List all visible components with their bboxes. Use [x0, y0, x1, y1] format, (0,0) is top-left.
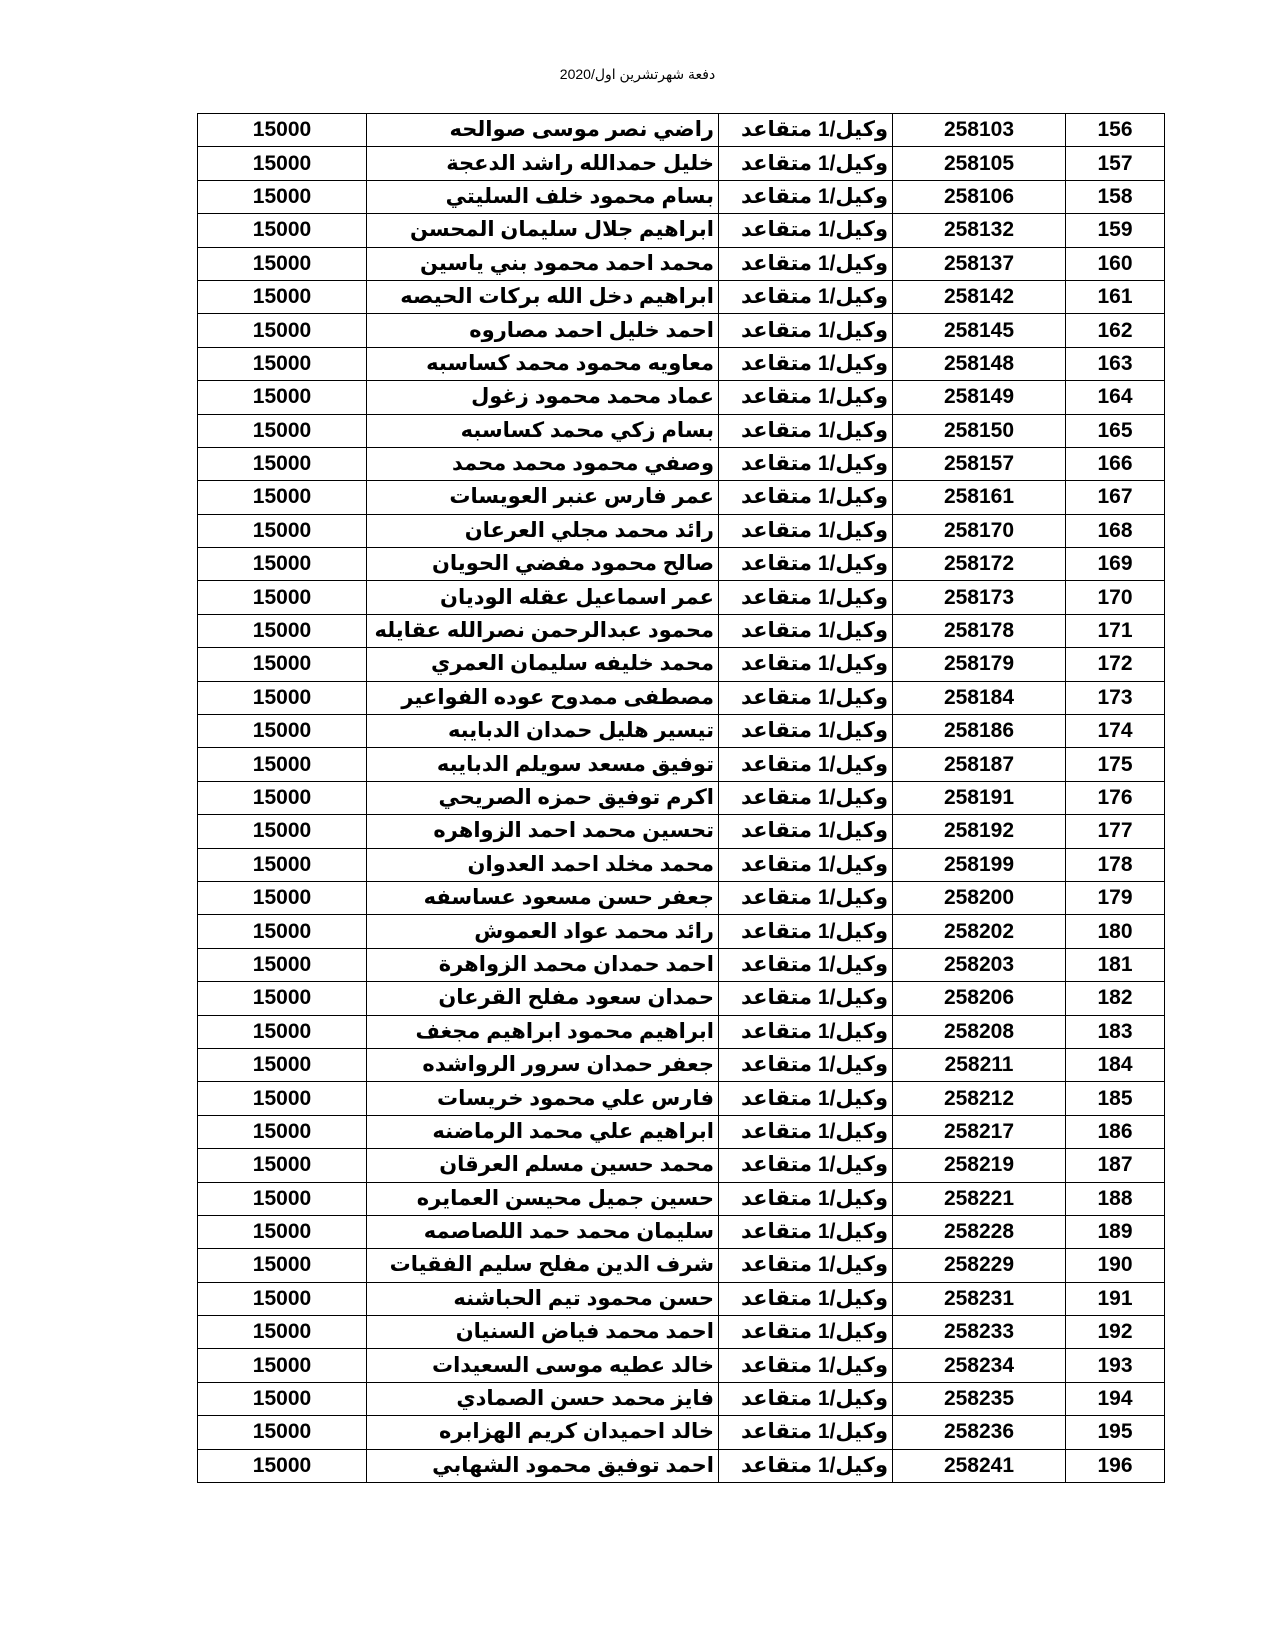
table-row: [198, 1449, 1165, 1482]
table-row: [198, 1082, 1165, 1115]
serial-cell: 175: [1066, 748, 1165, 781]
serial-cell: 188: [1066, 1182, 1165, 1215]
table-row: [198, 447, 1165, 480]
id-cell: 258208: [893, 1015, 1066, 1048]
amount-cell: 15000: [198, 1316, 367, 1349]
table-row: [198, 982, 1165, 1015]
serial-cell: 161: [1066, 280, 1165, 313]
name-cell: ابراهيم جلال سليمان المحسن: [367, 214, 719, 247]
name-cell: ابراهيم محمود ابراهيم مجغف: [367, 1015, 719, 1048]
rank-cell: وكيل/1 متقاعد: [719, 1416, 893, 1449]
amount-cell: 15000: [198, 214, 367, 247]
amount-cell: 15000: [198, 1282, 367, 1315]
rank-cell: وكيل/1 متقاعد: [719, 1048, 893, 1081]
table-row: [198, 280, 1165, 313]
serial-cell: 159: [1066, 214, 1165, 247]
rank-cell: وكيل/1 متقاعد: [719, 681, 893, 714]
serial-cell: 157: [1066, 147, 1165, 180]
rank-cell: وكيل/1 متقاعد: [719, 514, 893, 547]
name-cell: حمدان سعود مفلح القرعان: [367, 982, 719, 1015]
rank-cell: وكيل/1 متقاعد: [719, 447, 893, 480]
name-cell: شرف الدين مفلح سليم الفقيات: [367, 1249, 719, 1282]
serial-cell: 165: [1066, 414, 1165, 447]
serial-cell: 195: [1066, 1416, 1165, 1449]
id-cell: 258103: [893, 114, 1066, 147]
serial-cell: 169: [1066, 548, 1165, 581]
id-cell: 258106: [893, 180, 1066, 213]
table-row: [198, 548, 1165, 581]
amount-cell: 15000: [198, 114, 367, 147]
amount-cell: 15000: [198, 881, 367, 914]
id-cell: 258173: [893, 581, 1066, 614]
amount-cell: 15000: [198, 581, 367, 614]
rank-cell: وكيل/1 متقاعد: [719, 1449, 893, 1482]
rank-cell: وكيل/1 متقاعد: [719, 948, 893, 981]
name-cell: راضي نصر موسى صوالحه: [367, 114, 719, 147]
page-title: دفعة شهرتشرين اول/2020: [559, 66, 716, 82]
amount-cell: 15000: [198, 1215, 367, 1248]
id-cell: 258228: [893, 1215, 1066, 1248]
id-cell: 258187: [893, 748, 1066, 781]
table-row: [198, 414, 1165, 447]
id-cell: 258217: [893, 1115, 1066, 1148]
name-cell: بسام زكي محمد كساسبه: [367, 414, 719, 447]
serial-cell: 184: [1066, 1048, 1165, 1081]
serial-cell: 196: [1066, 1449, 1165, 1482]
table-row: [198, 715, 1165, 748]
table-row: [198, 114, 1165, 147]
rank-cell: وكيل/1 متقاعد: [719, 1082, 893, 1115]
amount-cell: 15000: [198, 1416, 367, 1449]
amount-cell: 15000: [198, 414, 367, 447]
table-row: [198, 514, 1165, 547]
rank-cell: وكيل/1 متقاعد: [719, 381, 893, 414]
payment-table: [197, 113, 1165, 1483]
table-row: [198, 781, 1165, 814]
rank-cell: وكيل/1 متقاعد: [719, 848, 893, 881]
id-cell: 258178: [893, 614, 1066, 647]
serial-cell: 194: [1066, 1382, 1165, 1415]
amount-cell: 15000: [198, 180, 367, 213]
rank-cell: وكيل/1 متقاعد: [719, 881, 893, 914]
table-row: [198, 681, 1165, 714]
serial-cell: 191: [1066, 1282, 1165, 1315]
amount-cell: 15000: [198, 681, 367, 714]
serial-cell: 192: [1066, 1316, 1165, 1349]
amount-cell: 15000: [198, 982, 367, 1015]
rank-cell: وكيل/1 متقاعد: [719, 715, 893, 748]
serial-cell: 163: [1066, 347, 1165, 380]
amount-cell: 15000: [198, 1115, 367, 1148]
id-cell: 258211: [893, 1048, 1066, 1081]
rank-cell: وكيل/1 متقاعد: [719, 414, 893, 447]
rank-cell: وكيل/1 متقاعد: [719, 1015, 893, 1048]
table-row: [198, 1048, 1165, 1081]
table-row: [198, 1015, 1165, 1048]
table-row: [198, 1182, 1165, 1215]
rank-cell: وكيل/1 متقاعد: [719, 180, 893, 213]
id-cell: 258172: [893, 548, 1066, 581]
name-cell: عمر فارس عنبر العويسات: [367, 481, 719, 514]
rank-cell: وكيل/1 متقاعد: [719, 114, 893, 147]
amount-cell: 15000: [198, 1349, 367, 1382]
amount-cell: 15000: [198, 548, 367, 581]
rank-cell: وكيل/1 متقاعد: [719, 581, 893, 614]
id-cell: 258235: [893, 1382, 1066, 1415]
serial-cell: 189: [1066, 1215, 1165, 1248]
id-cell: 258206: [893, 982, 1066, 1015]
id-cell: 258137: [893, 247, 1066, 280]
serial-cell: 180: [1066, 915, 1165, 948]
rank-cell: وكيل/1 متقاعد: [719, 982, 893, 1015]
table-row: [198, 1349, 1165, 1382]
id-cell: 258148: [893, 347, 1066, 380]
name-cell: رائد محمد مجلي العرعان: [367, 514, 719, 547]
id-cell: 258233: [893, 1316, 1066, 1349]
rank-cell: وكيل/1 متقاعد: [719, 214, 893, 247]
name-cell: جعفر حمدان سرور الرواشده: [367, 1048, 719, 1081]
name-cell: سليمان محمد حمد اللصاصمه: [367, 1215, 719, 1248]
serial-cell: 167: [1066, 481, 1165, 514]
table-row: [198, 748, 1165, 781]
name-cell: عماد محمد محمود زغول: [367, 381, 719, 414]
serial-cell: 183: [1066, 1015, 1165, 1048]
name-cell: محمد حسين مسلم العرقان: [367, 1149, 719, 1182]
id-cell: 258149: [893, 381, 1066, 414]
name-cell: توفيق مسعد سويلم الدبايبه: [367, 748, 719, 781]
amount-cell: 15000: [198, 247, 367, 280]
amount-cell: 15000: [198, 848, 367, 881]
name-cell: احمد خليل احمد مصاروه: [367, 314, 719, 347]
rank-cell: وكيل/1 متقاعد: [719, 748, 893, 781]
id-cell: 258231: [893, 1282, 1066, 1315]
table-row: [198, 648, 1165, 681]
amount-cell: 15000: [198, 314, 367, 347]
rank-cell: وكيل/1 متقاعد: [719, 614, 893, 647]
amount-cell: 15000: [198, 748, 367, 781]
rank-cell: وكيل/1 متقاعد: [719, 648, 893, 681]
table-row: [198, 881, 1165, 914]
name-cell: تيسير هليل حمدان الدبايبه: [367, 715, 719, 748]
rank-cell: وكيل/1 متقاعد: [719, 1215, 893, 1248]
name-cell: بسام محمود خلف السليتي: [367, 180, 719, 213]
serial-cell: 156: [1066, 114, 1165, 147]
name-cell: محمد احمد محمود بني ياسين: [367, 247, 719, 280]
table-row: [198, 1282, 1165, 1315]
amount-cell: 15000: [198, 381, 367, 414]
rank-cell: وكيل/1 متقاعد: [719, 1382, 893, 1415]
name-cell: محمد خليفه سليمان العمري: [367, 648, 719, 681]
id-cell: 258191: [893, 781, 1066, 814]
rank-cell: وكيل/1 متقاعد: [719, 280, 893, 313]
name-cell: خليل حمدالله راشد الدعجة: [367, 147, 719, 180]
rank-cell: وكيل/1 متقاعد: [719, 347, 893, 380]
amount-cell: 15000: [198, 648, 367, 681]
name-cell: جعفر حسن مسعود عساسفه: [367, 881, 719, 914]
rank-cell: وكيل/1 متقاعد: [719, 1316, 893, 1349]
serial-cell: 158: [1066, 180, 1165, 213]
id-cell: 258157: [893, 447, 1066, 480]
rank-cell: وكيل/1 متقاعد: [719, 1249, 893, 1282]
id-cell: 258202: [893, 915, 1066, 948]
name-cell: احمد توفيق محمود الشهابي: [367, 1449, 719, 1482]
name-cell: صالح محمود مفضي الحويان: [367, 548, 719, 581]
rank-cell: وكيل/1 متقاعد: [719, 247, 893, 280]
name-cell: خالد عطيه موسى السعيدات: [367, 1349, 719, 1382]
name-cell: تحسين محمد احمد الزواهره: [367, 815, 719, 848]
name-cell: فارس علي محمود خريسات: [367, 1082, 719, 1115]
id-cell: 258184: [893, 681, 1066, 714]
id-cell: 258170: [893, 514, 1066, 547]
rank-cell: وكيل/1 متقاعد: [719, 548, 893, 581]
table-row: [198, 1382, 1165, 1415]
name-cell: ابراهيم دخل الله بركات الحيصه: [367, 280, 719, 313]
amount-cell: 15000: [198, 1149, 367, 1182]
table-row: [198, 247, 1165, 280]
id-cell: 258186: [893, 715, 1066, 748]
rank-cell: وكيل/1 متقاعد: [719, 147, 893, 180]
amount-cell: 15000: [198, 715, 367, 748]
amount-cell: 15000: [198, 1182, 367, 1215]
id-cell: 258229: [893, 1249, 1066, 1282]
serial-cell: 170: [1066, 581, 1165, 614]
rank-cell: وكيل/1 متقاعد: [719, 915, 893, 948]
amount-cell: 15000: [198, 1048, 367, 1081]
amount-cell: 15000: [198, 1249, 367, 1282]
table-row: [198, 481, 1165, 514]
rank-cell: وكيل/1 متقاعد: [719, 1149, 893, 1182]
id-cell: 258161: [893, 481, 1066, 514]
rank-cell: وكيل/1 متقاعد: [719, 481, 893, 514]
name-cell: اكرم توفيق حمزه الصريحي: [367, 781, 719, 814]
id-cell: 258203: [893, 948, 1066, 981]
id-cell: 258192: [893, 815, 1066, 848]
table-row: [198, 815, 1165, 848]
id-cell: 258142: [893, 280, 1066, 313]
table-row: [198, 948, 1165, 981]
id-cell: 258241: [893, 1449, 1066, 1482]
rank-cell: وكيل/1 متقاعد: [719, 1115, 893, 1148]
amount-cell: 15000: [198, 347, 367, 380]
id-cell: 258234: [893, 1349, 1066, 1382]
serial-cell: 178: [1066, 848, 1165, 881]
table-row: [198, 381, 1165, 414]
amount-cell: 15000: [198, 815, 367, 848]
serial-cell: 181: [1066, 948, 1165, 981]
serial-cell: 193: [1066, 1349, 1165, 1382]
amount-cell: 15000: [198, 1082, 367, 1115]
rank-cell: وكيل/1 متقاعد: [719, 781, 893, 814]
amount-cell: 15000: [198, 614, 367, 647]
amount-cell: 15000: [198, 1015, 367, 1048]
name-cell: حسين جميل محيسن العمايره: [367, 1182, 719, 1215]
id-cell: 258219: [893, 1149, 1066, 1182]
name-cell: احمد حمدان محمد الزواهرة: [367, 948, 719, 981]
id-cell: 258105: [893, 147, 1066, 180]
name-cell: خالد احميدان كريم الهزابره: [367, 1416, 719, 1449]
id-cell: 258145: [893, 314, 1066, 347]
table-row: [198, 614, 1165, 647]
name-cell: وصفي محمود محمد محمد: [367, 447, 719, 480]
name-cell: حسن محمود تيم الحباشنه: [367, 1282, 719, 1315]
serial-cell: 185: [1066, 1082, 1165, 1115]
serial-cell: 190: [1066, 1249, 1165, 1282]
name-cell: فايز محمد حسن الصمادي: [367, 1382, 719, 1415]
serial-cell: 173: [1066, 681, 1165, 714]
table-row: [198, 347, 1165, 380]
name-cell: معاويه محمود محمد كساسبه: [367, 347, 719, 380]
id-cell: 258179: [893, 648, 1066, 681]
amount-cell: 15000: [198, 948, 367, 981]
table-row: [198, 915, 1165, 948]
serial-cell: 187: [1066, 1149, 1165, 1182]
table-row: [198, 581, 1165, 614]
name-cell: احمد محمد فياض السنيان: [367, 1316, 719, 1349]
table-row: [198, 314, 1165, 347]
amount-cell: 15000: [198, 781, 367, 814]
serial-cell: 177: [1066, 815, 1165, 848]
id-cell: 258212: [893, 1082, 1066, 1115]
id-cell: 258132: [893, 214, 1066, 247]
amount-cell: 15000: [198, 280, 367, 313]
name-cell: رائد محمد عواد العموش: [367, 915, 719, 948]
amount-cell: 15000: [198, 1382, 367, 1415]
amount-cell: 15000: [198, 447, 367, 480]
table-row: [198, 1149, 1165, 1182]
table-row: [198, 1215, 1165, 1248]
id-cell: 258199: [893, 848, 1066, 881]
table-row: [198, 848, 1165, 881]
serial-cell: 166: [1066, 447, 1165, 480]
table-row: [198, 180, 1165, 213]
serial-cell: 186: [1066, 1115, 1165, 1148]
table-row: [198, 147, 1165, 180]
serial-cell: 182: [1066, 982, 1165, 1015]
table-row: [198, 1249, 1165, 1282]
serial-cell: 179: [1066, 881, 1165, 914]
id-cell: 258221: [893, 1182, 1066, 1215]
serial-cell: 174: [1066, 715, 1165, 748]
amount-cell: 15000: [198, 915, 367, 948]
serial-cell: 168: [1066, 514, 1165, 547]
table-body: [198, 114, 1165, 1483]
name-cell: مصطفى ممدوح عوده الفواعير: [367, 681, 719, 714]
table-row: [198, 1115, 1165, 1148]
name-cell: عمر اسماعيل عقله الوديان: [367, 581, 719, 614]
table-row: [198, 1416, 1165, 1449]
rank-cell: وكيل/1 متقاعد: [719, 1282, 893, 1315]
rank-cell: وكيل/1 متقاعد: [719, 1349, 893, 1382]
amount-cell: 15000: [198, 514, 367, 547]
amount-cell: 15000: [198, 147, 367, 180]
name-cell: ابراهيم علي محمد الرماضنه: [367, 1115, 719, 1148]
name-cell: محمود عبدالرحمن نصرالله عقايله: [367, 614, 719, 647]
id-cell: 258150: [893, 414, 1066, 447]
serial-cell: 172: [1066, 648, 1165, 681]
serial-cell: 162: [1066, 314, 1165, 347]
table-row: [198, 214, 1165, 247]
rank-cell: وكيل/1 متقاعد: [719, 314, 893, 347]
serial-cell: 160: [1066, 247, 1165, 280]
serial-cell: 171: [1066, 614, 1165, 647]
table-row: [198, 1316, 1165, 1349]
serial-cell: 164: [1066, 381, 1165, 414]
rank-cell: وكيل/1 متقاعد: [719, 1182, 893, 1215]
rank-cell: وكيل/1 متقاعد: [719, 815, 893, 848]
serial-cell: 176: [1066, 781, 1165, 814]
id-cell: 258200: [893, 881, 1066, 914]
amount-cell: 15000: [198, 481, 367, 514]
amount-cell: 15000: [198, 1449, 367, 1482]
name-cell: محمد مخلد احمد العدوان: [367, 848, 719, 881]
id-cell: 258236: [893, 1416, 1066, 1449]
